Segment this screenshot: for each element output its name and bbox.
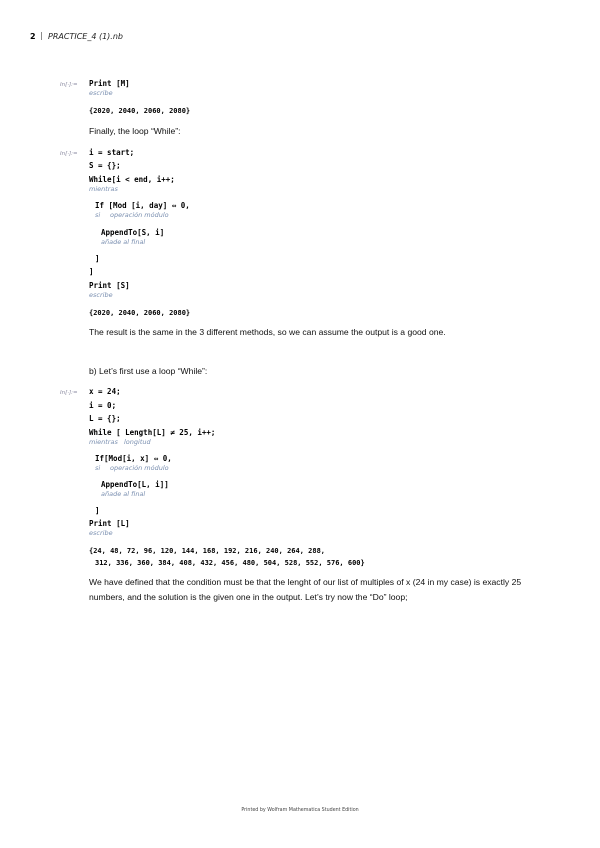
autocomplete-hint: mientras — [89, 185, 118, 193]
code-line[interactable]: Print [M] — [89, 79, 130, 88]
autocomplete-hint: añade al final — [101, 490, 146, 498]
text-paragraph: We have defined that the condition must be that the lenght of our list of multiples of x (24 in my case) is exactly 25 numbers, and the solution is the given one in the output. Let’s try now the “Do” loop; — [89, 577, 522, 602]
autocomplete-hint: escribe — [89, 291, 113, 299]
text-paragraph: The result is the same in the 3 different methods, so we can assume the output is a good one. — [89, 327, 446, 337]
code-line[interactable]: x = 24; — [89, 387, 121, 396]
code-line[interactable]: ] — [95, 506, 100, 515]
output-cell: {24, 48, 72, 96, 120, 144, 168, 192, 216, 240, 264, 288, — [89, 547, 326, 555]
page-number: 2 — [30, 32, 36, 41]
code-line[interactable]: S = {}; — [89, 161, 121, 170]
code-line[interactable]: AppendTo[S, i] — [101, 228, 165, 237]
input-cell-label: In[·]:= — [60, 151, 78, 157]
output-cell: {2020, 2040, 2060, 2080} — [89, 107, 191, 115]
input-cell-label: In[·]:= — [60, 390, 78, 396]
code-line[interactable]: ] — [95, 254, 100, 263]
footer-print-notice: Printed by Wolfram Mathematica Student Edition — [241, 808, 359, 813]
code-line[interactable]: If[Mod[i, x] ⇔ 0, — [95, 454, 172, 463]
code-line[interactable]: AppendTo[L, i]] — [101, 480, 169, 489]
input-cell-label: In[·]:= — [60, 82, 78, 88]
header-separator: | — [40, 31, 43, 40]
code-line[interactable]: L = {}; — [89, 414, 121, 423]
code-line[interactable]: While [ Length[L] ≠ 25, i++; — [89, 428, 216, 437]
text-paragraph: Finally, the loop “While”: — [89, 126, 181, 136]
autocomplete-hint: operación módulo — [110, 211, 169, 219]
code-line[interactable]: Print [S] — [89, 281, 130, 290]
code-line[interactable]: i = start; — [89, 148, 135, 157]
autocomplete-hint: escribe — [89, 89, 113, 97]
autocomplete-hint: añade al final — [101, 238, 146, 246]
code-line[interactable]: Print [L] — [89, 519, 130, 528]
code-line[interactable]: While[i < end, i++; — [89, 175, 175, 184]
autocomplete-hint: longitud — [124, 438, 151, 446]
autocomplete-hint: si — [95, 211, 101, 219]
autocomplete-hint: escribe — [89, 529, 113, 537]
code-line[interactable]: i = 0; — [89, 401, 117, 410]
autocomplete-hint: mientras — [89, 438, 118, 446]
notebook-file-name: PRACTICE_4 (1).nb — [48, 32, 123, 41]
autocomplete-hint: operación módulo — [110, 464, 169, 472]
autocomplete-hint: si — [95, 464, 101, 472]
code-line[interactable]: ] — [89, 267, 94, 276]
output-cell: 312, 336, 360, 384, 408, 432, 456, 480, 504, 528, 552, 576, 600} — [95, 559, 365, 567]
code-line[interactable]: If [Mod [i, day] ⇔ 0, — [95, 201, 190, 210]
output-cell: {2020, 2040, 2060, 2080} — [89, 309, 191, 317]
text-paragraph: b) Let’s first use a loop “While”: — [89, 366, 208, 376]
